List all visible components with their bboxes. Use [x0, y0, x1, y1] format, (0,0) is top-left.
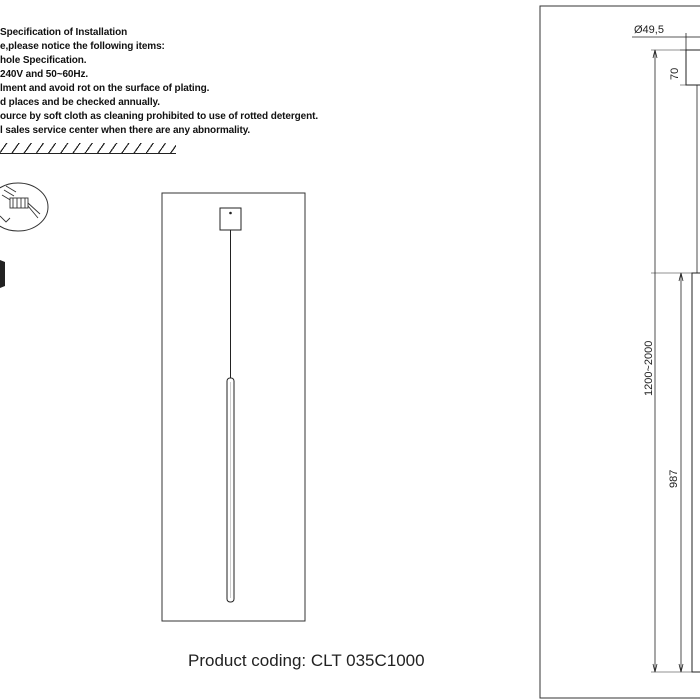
- instruction-line-2: hole Specification.: [0, 55, 87, 66]
- dim-total-height: 1200~2000: [643, 340, 655, 396]
- technical-drawing: [540, 6, 700, 698]
- instruction-line-4: lment and avoid rot on the surface of plating.: [0, 83, 210, 94]
- dim-canopy-height: 70: [669, 67, 681, 80]
- product-coding: Product coding: CLT 035C1000: [188, 651, 425, 670]
- instruction-line-7: l sales service center when there are any abnormality.: [0, 125, 251, 136]
- instruction-line-3: 240V and 50~60Hz.: [0, 69, 89, 80]
- instruction-line-1: e,please notice the following items:: [0, 41, 165, 52]
- dim-canopy-diameter: Ø49,5: [634, 24, 664, 36]
- instruction-line-5: d places and be checked annually.: [0, 97, 160, 108]
- clip-icon: [0, 260, 5, 288]
- dim-tube-length: 987: [668, 469, 680, 488]
- instructions-title: Specification of Installation: [0, 27, 128, 38]
- product-illustration: [162, 193, 305, 621]
- connector-detail-icon: [0, 183, 48, 231]
- instruction-line-6: ource by soft cloth as cleaning prohibited to use of rotted detergent.: [0, 111, 319, 122]
